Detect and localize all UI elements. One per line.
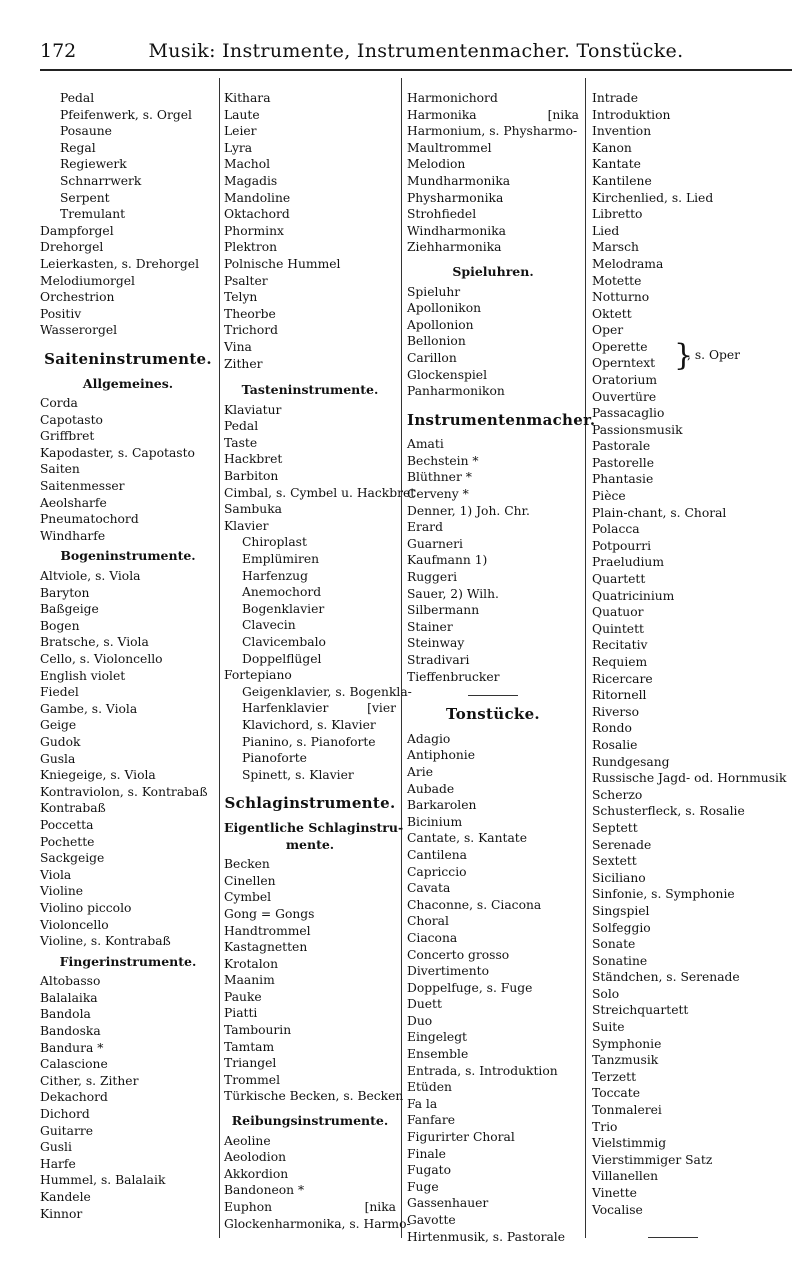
list-item: Ensemble [407,1047,469,1062]
list-item: Gassenhauer [407,1196,489,1211]
list-item: Ruggeri [407,570,458,585]
list-item: Maultrommel [407,140,492,155]
list-item: Kinnor [40,1206,83,1221]
continuation-note: [vier [367,701,396,716]
list-item: Bandola [40,1007,91,1022]
list-item: Arie [407,764,433,779]
list-item: Kastagnetten [224,940,308,955]
list-item: Kirchenlied, s. Lied [592,190,714,205]
list-item: Gusli [40,1140,72,1155]
list-item: Akkordion [224,1166,289,1181]
list-item: Clavicembalo [242,635,326,649]
subsection-heading: mente. [285,836,335,852]
list-item: Cavata [407,881,451,896]
list-item: Kapodaster, s. Capotasto [40,445,195,460]
list-item: Schnarrwerk [60,173,142,188]
list-item: Operntext [592,356,656,371]
list-item: Calascione [40,1057,108,1072]
list-item: Viola [40,867,72,882]
list-item: Corda [40,396,78,411]
list-item: Taste [224,435,258,450]
list-item: Bandoneon * [224,1183,305,1198]
list-item: Antiphonie [407,748,475,763]
list-item: Mandoline [224,190,291,205]
list-item: Kontraviolon, s. Kontrabaß [40,784,208,799]
list-item: Maanim [224,973,275,988]
subsection-heading: Spieluhren. [452,263,534,279]
list-item: Pauke [224,989,262,1004]
list-item: Solfeggio [592,920,651,935]
column-divider [219,78,220,1238]
list-item: Leierkasten, s. Drehorgel [40,256,200,271]
list-item: Polacca [592,522,640,537]
list-item: Türkische Becken, s. Becken [224,1089,404,1104]
list-item: Libretto [592,207,643,222]
list-item: Glockenspiel [407,367,488,382]
subsection-heading: Fingerinstrumente. [59,953,197,969]
continuation-note: [nika [547,107,579,122]
list-item: Becken [224,857,270,872]
list-item: Serenade [592,837,652,852]
list-item: Machol [224,157,271,172]
list-item: Harmonium, s. Physharmo- [407,124,578,139]
list-item: Mundharmonika [407,173,511,188]
list-item: Erard [407,520,443,535]
column-1 [40,90,216,1222]
list-item: Physharmonika [407,190,504,205]
list-item: Clavecin [242,618,296,633]
list-item: Rosalie [592,737,638,752]
list-item: Hirtenmusik, s. Pastorale [407,1229,566,1244]
list-item: Singspiel [592,903,650,918]
list-item: Terzett [592,1069,637,1084]
list-item: Quartett [592,572,646,587]
list-item: Cinellen [224,873,276,888]
list-item: Melodiumorgel [40,273,135,288]
list-item: Triangel [224,1056,277,1071]
list-item: Oktachord [224,207,290,222]
list-item: Regiewerk [60,157,127,172]
list-item: Capotasto [40,412,103,427]
list-item: Sackgeige [40,851,105,866]
subsection-heading: Reibungsinstrumente. [231,1113,389,1129]
list-item: Pianino, s. Pianoforte [242,734,376,749]
operette-group [592,339,792,372]
list-item: Bratsche, s. Viola [40,635,149,650]
list-item: Ouvertüre [592,389,657,404]
list-item: Lied [592,223,620,238]
list-item: Sonatine [592,953,648,968]
list-item: Violine [40,884,84,899]
list-item: Klavichord, s. Klavier [242,717,376,732]
list-item: Guitarre [40,1123,93,1138]
list-item: Passacaglio [592,406,665,421]
list-item: Adagio [407,731,451,746]
list-item: Krotalon [224,956,278,971]
list-item: Riverso [592,704,640,719]
list-item: Toccate [592,1086,640,1101]
list-item: Chiroplast [242,535,307,550]
list-item: Tremulant [60,207,126,222]
list-item: Solo [592,986,620,1001]
list-item: Ricercare [592,671,653,686]
list-item: Streichquartett [592,1003,689,1018]
list-item: Cerveny * [407,487,469,502]
list-item: Klavier [224,518,269,533]
list-item: English violet [40,668,126,683]
list-item: Tonmalerei [592,1103,662,1118]
list-item: Figurirter Choral [407,1130,515,1145]
list-item: Etüden [407,1080,452,1095]
list-item: Bicinium [407,814,463,829]
list-item: Spieluhr [407,284,461,299]
list-item: Kniegeige, s. Viola [40,768,156,783]
list-item: Sextett [592,854,637,869]
list-item: Tanzmusik [592,1053,659,1068]
list-item: Lyra [224,140,253,155]
list-item: Fanfare [407,1113,455,1128]
list-item: Pianoforte [242,751,307,766]
list-item: Kandele [40,1190,91,1204]
list-item: Apollonikon [407,301,482,316]
list-item: Marsch [592,240,639,255]
list-item: Apollonion [407,317,474,332]
list-item: Trio [592,1119,618,1134]
subsection-heading: Allgemeines. [82,375,174,391]
list-item: Tamtam [224,1039,275,1054]
harmonika-group [407,90,579,256]
list-item: Aubade [407,781,455,796]
list-item: Trichord [224,323,278,338]
list-item: Invention [592,124,652,139]
list-item: Bechstein * [407,453,479,468]
list-item: Tieffenbrucker [407,669,500,684]
list-item: Potpourri [592,538,652,553]
list-item: Barkarolen [407,798,477,813]
running-title: Musik: Instrumente, Instrumentenmacher. Tonstücke. [148,40,684,62]
list-item: Sonate [592,937,636,952]
list-item: Bogen [40,618,80,633]
list-item: Eingelegt [407,1030,468,1045]
brace: } [674,337,694,373]
list-item: Ständchen, s. Serenade [592,970,740,985]
cross-reference: , s. Oper [687,347,741,362]
list-item: Zither [224,356,263,371]
list-item: Harfenzug [242,568,308,583]
list-item: Pfeifenwerk, s. Orgel [60,107,192,122]
list-item: Theorbe [224,306,276,321]
list-item: Introduktion [592,107,671,122]
list-item: Operette [592,339,648,354]
list-item: Positiv [40,306,82,321]
list-item: Gusla [40,751,76,766]
list-item: Quatricinium [592,588,675,603]
list-item: Kantate [592,157,641,172]
divider [468,695,518,696]
list-item: Doppelfuge, s. Fuge [407,980,533,995]
list-item: Leier [224,124,257,139]
list-item: Stradivari [407,653,470,667]
list-item: Pièce [592,489,626,504]
section-heading: Schlaginstrumente. [224,794,396,813]
list-item: Phorminx [224,223,284,238]
list-item: Pastorelle [592,455,655,470]
list-item: Serpent [60,190,110,205]
list-item: Violine, s. Kontrabaß [40,934,171,949]
continuation-note: [nika [364,1200,396,1215]
list-item: Wasserorgel [40,323,118,338]
list-item: Carillon [407,350,457,365]
section-heading: Instrumentenmacher. [407,410,596,429]
list-item: Capriccio [407,864,467,879]
list-item: Silbermann [407,603,480,618]
list-item: Duett [407,997,442,1012]
subsection-heading: Eigentliche Schlaginstru- [224,819,404,835]
list-item: Bogenklavier [242,601,325,616]
list-item: Magadis [224,173,278,188]
list-item: Windharmonika [407,223,506,238]
column-3 [407,90,596,1245]
list-item: Cimbal, s. Cymbel u. Hackbret [224,485,416,500]
list-item: Violino piccolo [40,900,132,915]
list-item: Ritornell [592,688,647,703]
list-item: Harfenklavier [242,701,329,716]
subsection-heading: Bogeninstrumente. [60,548,196,564]
list-item: Denner, 1) Joh. Chr. [407,503,530,518]
list-item: Telyn [224,290,258,305]
list-item: Bandura * [40,1040,104,1055]
list-item: Oktett [592,306,632,321]
list-item: Harfe [40,1156,76,1171]
list-item: Orchestrion [40,290,115,305]
list-item: Notturno [592,290,650,305]
list-item: Polnische Hummel [224,256,341,271]
list-item: Ziehharmonika [407,240,502,255]
list-item: Posaune [60,124,112,139]
list-item: Praeludium [592,555,664,570]
list-item: Trommel [224,1072,281,1087]
list-item: Quatuor [592,605,644,620]
list-item: Laute [224,107,260,122]
list-item: Saiten [40,462,80,477]
list-item: Strohfiedel [407,207,477,222]
list-item: Handtrommel [224,923,311,938]
list-item: Sinfonie, s. Symphonie [592,887,735,902]
section-heading: Tasteninstrumente. [241,382,379,398]
page-header [40,40,792,68]
list-item: Gudok [40,734,81,749]
list-item: Schusterfleck, s. Rosalie [592,804,745,819]
list-item: Griffbret [40,429,95,444]
list-item: Entrada, s. Introduktion [407,1063,558,1078]
list-item: Scherzo [592,787,643,802]
list-item: Kanon [592,140,632,155]
list-item: Hummel, s. Balalaik [40,1173,166,1188]
list-item: Altobasso [40,974,101,989]
list-item: Amati [407,437,444,452]
list-item: Rondo [592,721,632,736]
list-item: Emplümiren [242,552,320,567]
list-item: Plain-chant, s. Choral [592,505,727,520]
list-item: Drehorgel [40,240,104,255]
list-item: Intrade [592,91,639,105]
list-item: Gambe, s. Viola [40,701,138,716]
list-item: Guarneri [407,536,463,551]
list-item: Baßgeige [40,602,99,617]
list-item: Concerto grosso [407,947,510,962]
list-item: Quintett [592,621,644,636]
list-item: Fuge [407,1179,439,1194]
list-item: Vierstimmiger Satz [592,1152,713,1167]
list-item: Bandoska [40,1024,101,1039]
list-item: Barbiton [224,469,279,484]
list-item: Phantasie [592,472,654,487]
list-item: Cantate, s. Kantate [407,831,528,846]
list-item: Recitativ [592,638,648,653]
list-item: Cantilena [407,847,467,862]
list-item: Dichord [40,1107,90,1122]
list-item: Geige [40,718,77,733]
list-item: Dekachord [40,1090,108,1105]
list-item: Violoncello [40,917,109,932]
list-item: Pastorale [592,439,651,454]
list-item: Saitenmesser [40,479,125,494]
list-item: Gavotte [407,1213,456,1227]
list-item: Melodion [407,157,466,172]
list-item: Fa la [407,1096,438,1111]
list-item: Villanellen [592,1169,659,1184]
list-item: Kaufmann 1) [407,553,488,568]
list-item: Fugato [407,1163,451,1178]
list-item: Geigenklavier, s. Bogenkla- [242,684,412,699]
list-item: Kithara [224,91,271,105]
list-item: Oratorium [592,372,658,387]
list-item: Psalter [224,273,268,288]
fortepiano-group [224,684,412,784]
list-item: Klaviatur [224,402,282,417]
list-item: Sauer, 2) Wilh. [407,586,499,601]
list-item: Panharmonikon [407,384,505,399]
list-item: Aeolodion [224,1150,287,1165]
column-2 [224,90,416,1232]
list-item: Aeoline [224,1133,271,1148]
list-item: Rundgesang [592,754,670,769]
list-item: Suite [592,1020,625,1035]
list-item: Vinette [592,1186,637,1200]
list-item: Cymbel [224,890,272,905]
list-item: Piatti [224,1006,258,1021]
section-heading: Saiteninstrumente. [44,349,212,368]
list-item: Dampforgel [40,223,114,238]
list-item: Balalaika [40,990,98,1005]
list-item: Harmonichord [407,91,498,105]
list-item: Russische Jagd- od. Hornmusik [592,771,787,786]
column-4 [592,90,792,1218]
list-item: Pneumatochord [40,512,139,527]
list-item: Chaconne, s. Ciacona [407,897,542,912]
list-item: Requiem [592,655,648,669]
list-item: Stainer [407,619,453,634]
list-item: Blüthner * [407,470,472,485]
list-item: Ciacona [407,930,458,945]
list-item: Motette [592,273,642,288]
list-item: Choral [407,914,449,929]
list-item: Passionsmusik [592,422,683,437]
list-item: Euphon [224,1200,273,1214]
column-divider [585,78,586,1238]
list-item: Gong = Gongs [224,906,315,921]
list-item: Siciliano [592,870,646,885]
list-item: Aeolsharfe [40,495,107,510]
column-divider [401,78,402,1238]
list-item: Vina [224,339,252,354]
list-item: Plektron [224,240,278,255]
list-item: Kantilene [592,173,652,188]
list-item: Pedal [60,91,95,105]
list-item: Septett [592,820,638,835]
list-item: Cither, s. Zither [40,1073,139,1088]
list-item: Pedal [224,419,259,434]
list-item: Tambourin [224,1023,292,1038]
page-number: 172 [40,40,77,62]
list-item: Windharfe [40,528,106,543]
list-item: Glockenharmonika, s. Harmo- [224,1216,411,1231]
list-item: Oper [592,323,624,338]
header-rule [40,69,792,71]
list-item: Vocalise [592,1202,643,1217]
list-item: Hackbret [224,452,283,467]
list-item: Divertimento [407,964,489,979]
list-item: Poccetta [40,817,94,832]
list-item: Bellonion [407,334,466,349]
list-item: Anemochord [242,585,322,600]
list-item: Symphonie [592,1036,662,1051]
section-heading: Tonstücke. [446,705,540,724]
list-item: Duo [407,1013,433,1028]
list-item: Regal [60,140,96,155]
bottom-divider [648,1237,698,1238]
list-item: Steinway [407,636,465,651]
list-item: Fortepiano [224,668,292,683]
list-item: Sambuka [224,502,282,517]
list-item: Cello, s. Violoncello [40,652,163,666]
list-item: Altviole, s. Viola [40,569,141,584]
list-item: Fiedel [40,685,79,700]
list-item: Pochette [40,834,95,849]
list-item: Melodrama [592,256,664,271]
list-item: Baryton [40,585,90,600]
reibung-group [224,1133,411,1233]
list-item: Vielstimmig [592,1136,667,1151]
list-item: Kontrabaß [40,801,106,816]
list-item: Harmonika [407,107,477,122]
list-item: Doppelflügel [242,651,322,666]
list-item: Finale [407,1146,446,1161]
list-item: Spinett, s. Klavier [242,767,354,782]
